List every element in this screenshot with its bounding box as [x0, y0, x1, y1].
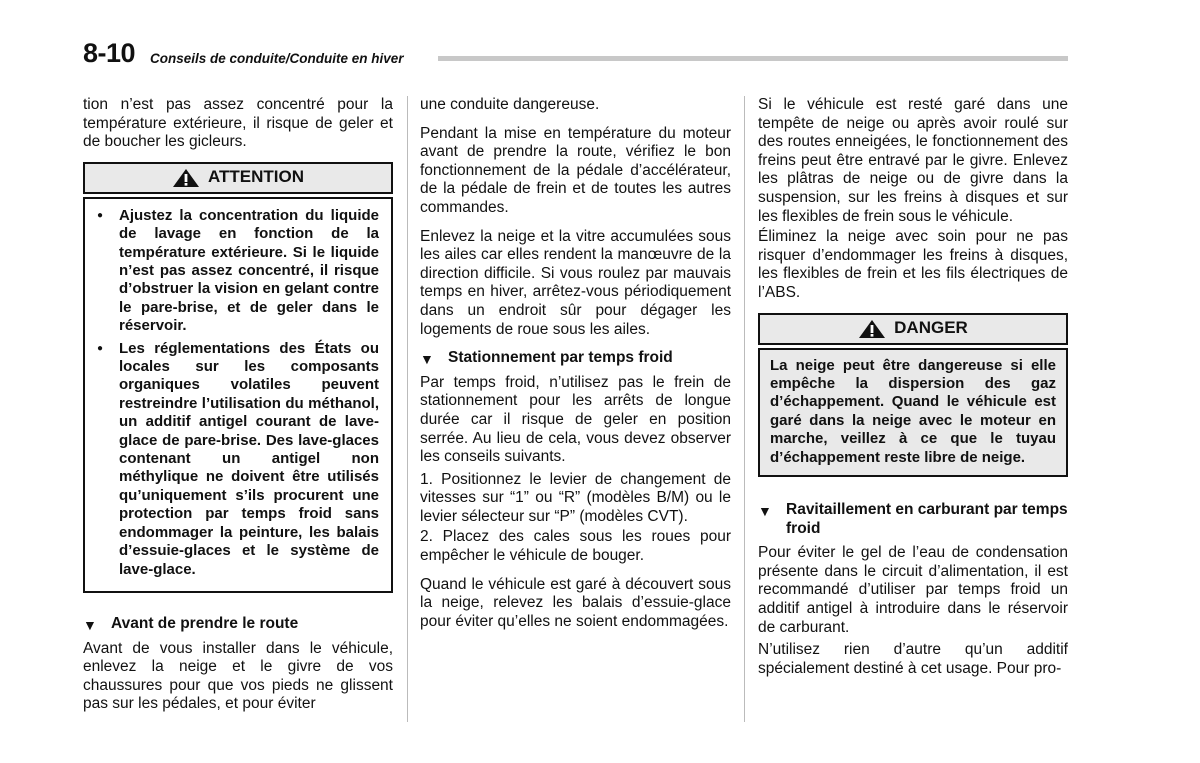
column-2: [420, 96, 731, 641]
subheading: [420, 349, 731, 368]
column-3: [758, 96, 1068, 688]
attention-title: ATTENTION: [207, 167, 304, 187]
page-number: 8-10: [83, 38, 136, 68]
section-title: Conseils de conduite/Conduite en hiver: [150, 51, 404, 66]
subheading: [83, 615, 393, 634]
subheading: [758, 501, 1068, 538]
danger-text: La neige peut être dangereuse si elle empêche la dispersion des gaz d’échappement. Quand le véhicule est garé dans la neige avec le moteur en marche, veillez à ce que le tuyau d’échappement reste libre de neige.: [770, 356, 1056, 466]
column-divider: [407, 96, 408, 722]
paragraph: Pendant la mise en température du moteur avant de prendre la route, vérifiez le bon fonctionnement de la pédale d’accélérateur, de la pédale de frein et de toutes les autres commandes.: [420, 124, 731, 216]
header-rule: [438, 56, 1068, 61]
paragraph: Si le véhicule est resté garé dans une tempête de neige ou après avoir roulé sur des routes enneigées, le fonctionnement des freins peut être entravé par le givre. Enlevez les plâtras de neige ou de givre dans la suspension, sur les freins à disques et sur les flexibles de frein sous le véhicule.: [758, 96, 1068, 225]
column-divider: [744, 96, 745, 722]
danger-header: [758, 313, 1068, 345]
warning-triangle-icon: [858, 319, 886, 339]
paragraph: Quand le véhicule est garé à découvert sous la neige, relevez les balais d’essuie-glace pour éviter qu’elles ne soient endommagées.: [420, 575, 731, 630]
triangle-bullet-icon: ▼: [758, 502, 772, 519]
paragraph: Éliminez la neige avec soin pour ne pas risquer d’endommager les freins à disques, les flexibles de frein et les fils électriques de l’ABS.: [758, 228, 1068, 301]
step-item: 1. Positionnez le levier de changement de vitesses sur “1” ou “R” (modèles B/M) ou le levier sélecteur sur “P” (modèles CVT).: [420, 470, 731, 525]
paragraph: Avant de vous installer dans le véhicule, enlevez la neige et le givre de vos chaussures pour que vos pieds ne glissent pas sur les pédales, et pour éviter: [83, 639, 393, 713]
paragraph: Enlevez la neige et la vitre accumulées sous les ailes car elles rendent la manœuvre de la direction difficile. Si vous roulez par mauvais temps en hiver, arrêtez-vous périodiquement dans un endroit sûr pour dégager les logements de roue sous les ailes.: [420, 227, 731, 338]
subheading-text: Stationnement par temps froid: [448, 349, 673, 367]
subheading-text: Ravitaillement en carburant par temps froid: [786, 500, 1068, 537]
page-header: [83, 38, 1068, 78]
attention-item: ● Ajustez la concentration du liquide de lavage en fonction de la température extérieure. Si le liquide n’est pas assez concentré, il risque d’obstruer la vision en gelant contre le pare-brise, et de geler dans le réservoir.: [95, 207, 379, 336]
attention-box: [83, 197, 393, 593]
paragraph: tion n’est pas assez concentré pour la température extérieure, il risque de geler et de boucher les gicleurs.: [83, 96, 393, 151]
attention-header: [83, 162, 393, 194]
warning-triangle-icon: [172, 168, 200, 188]
triangle-bullet-icon: ▼: [420, 351, 434, 368]
paragraph: Pour éviter le gel de l’eau de condensation présente dans le circuit d’alimentation, il est recommandé d’utiliser par temps froid un additif antigel à introduire dans le réservoir de carburant.: [758, 544, 1068, 636]
paragraph: N’utilisez rien d’autre qu’un additif spécialement destiné à cet usage. Pour pro-: [758, 641, 1068, 677]
danger-box: [758, 348, 1068, 477]
step-item: 2. Placez des cales sous les roues pour empêcher le véhicule de bouger.: [420, 528, 731, 565]
paragraph: Par temps froid, n’utilisez pas le frein de stationnement pour les arrêts de longue durée car il risque de geler en position serrée. Au lieu de cela, vous devez observer les conseils suivants.: [420, 373, 731, 466]
column-1: [83, 96, 393, 724]
attention-item: ● Les réglementations des États ou locales sur les composants organiques volatiles peuvent restreindre l’utilisation du méthanol, un additif antigel courant de lave-glace de pare-brise. Des lave-glaces contenant un antigel non méthylique ne doivent être utilisés qu’uniquement s’ils procurent une protection par temps froid sans endommager la peinture, les balais d’essuie-glaces et le système de lave-glace.: [95, 340, 379, 579]
paragraph: une conduite dangereuse.: [420, 96, 600, 113]
triangle-bullet-icon: ▼: [83, 616, 97, 633]
subheading-text: Avant de prendre le route: [111, 614, 299, 632]
danger-title: DANGER: [894, 318, 968, 338]
numbered-steps: [420, 471, 731, 566]
